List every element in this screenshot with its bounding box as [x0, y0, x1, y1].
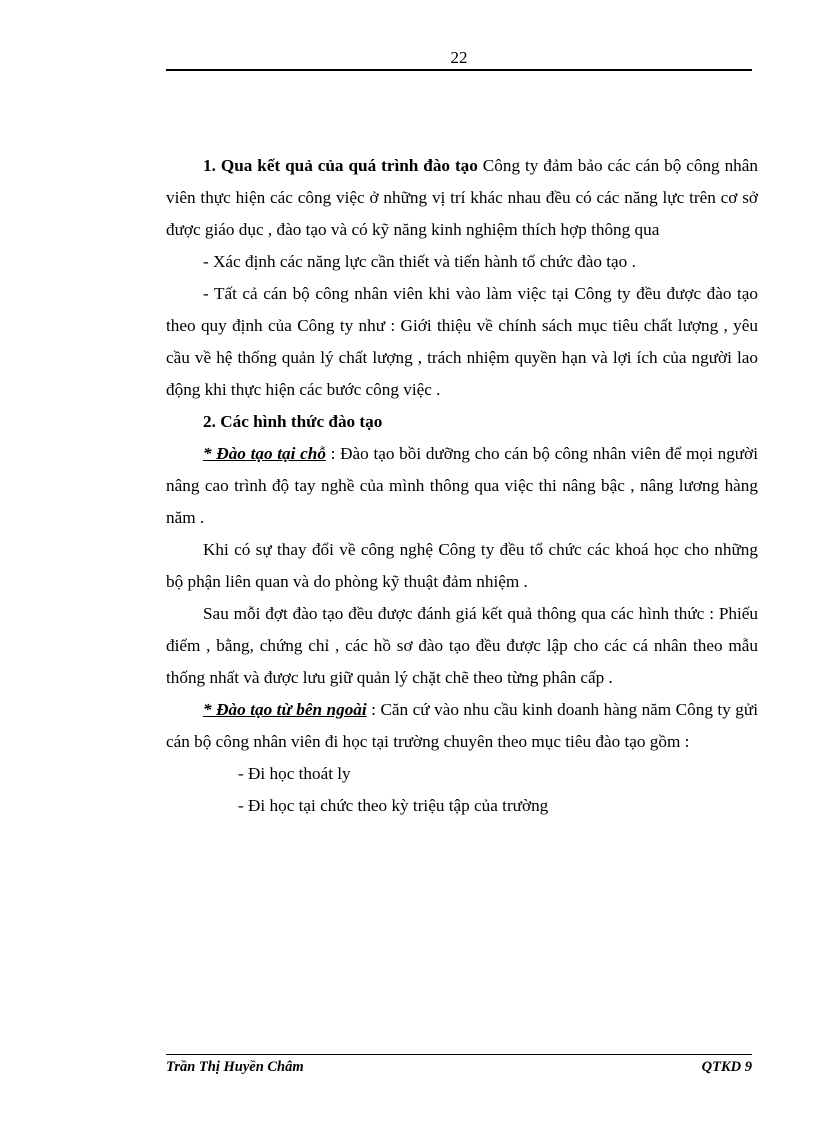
- list-item: - Đi học thoát ly: [238, 764, 351, 783]
- paragraph-onsite-training: [166, 438, 758, 534]
- external-training-label: * Đào tạo từ bên ngoài: [203, 700, 367, 719]
- section-heading-1: 1. Qua kết quả của quá trình đào tạo: [203, 156, 478, 175]
- footer-class-code: QTKD 9: [701, 1059, 752, 1075]
- paragraph-external-training: [166, 694, 758, 758]
- external-training-text: : Căn cứ vào nhu cầu kinh doanh hàng năm Công ty gửi cán bộ công nhân viên đi học tại trường chuyên theo mục tiêu đào tạo gồm :: [166, 700, 758, 751]
- bullet-paragraph: - Xác định các năng lực cần thiết và tiến hành tổ chức đào tạo .: [203, 252, 636, 271]
- paragraph-tech-change: Khi có sự thay đổi về công nghệ Công ty đều tổ chức các khoá học cho những bộ phận liên quan và do phòng kỹ thuật đảm nhiệm .: [166, 540, 758, 591]
- onsite-training-label: * Đào tạo tại chỗ: [203, 444, 326, 463]
- footer-rule: [166, 1054, 752, 1055]
- list-item: - Đi học tại chức theo kỳ triệu tập của trường: [238, 796, 549, 815]
- document-body: [166, 150, 758, 822]
- onsite-training-text: : Đào tạo bồi dưỡng cho cán bộ công nhân viên để mọi người nâng cao trình độ tay nghề của mình thông qua việc thi nâng bậc , nâng lương hàng năm .: [166, 444, 758, 527]
- header-rule: [166, 69, 752, 71]
- paragraph-training-results: [166, 150, 758, 246]
- section-1-text: Công ty đảm bảo các cán bộ công nhân viên thực hiện các công việc ở những vị trí khác nhau đều có các năng lực trên cơ sở được giáo dục , đào tạo và có kỹ năng kinh nghiệm thích hợp thông qua: [166, 156, 758, 239]
- footer-author: Trần Thị Huyền Châm: [166, 1059, 304, 1075]
- page-number: 22: [450, 48, 468, 67]
- bullet-paragraph: - Tất cả cán bộ công nhân viên khi vào làm việc tại Công ty đều được đào tạo theo quy định của Công ty như : Giới thiệu về chính sách mục tiêu chất lượng , yêu cầu về hệ thống quản lý chất lượng , trách nhiệm quyền hạn và lợi ích của người lao động khi thực hiện các bước công việc .: [166, 284, 758, 399]
- section-heading-2: 2. Các hình thức đào tạo: [203, 412, 383, 431]
- paragraph-evaluation: Sau mỗi đợt đào tạo đều được đánh giá kết quả thông qua các hình thức : Phiếu điểm , bằng, chứng chỉ , các hồ sơ đào tạo đều được lập cho các cá nhân theo mẫu thống nhất và được lưu giữ quản lý chặt chẽ theo từng phân cấp .: [166, 604, 758, 687]
